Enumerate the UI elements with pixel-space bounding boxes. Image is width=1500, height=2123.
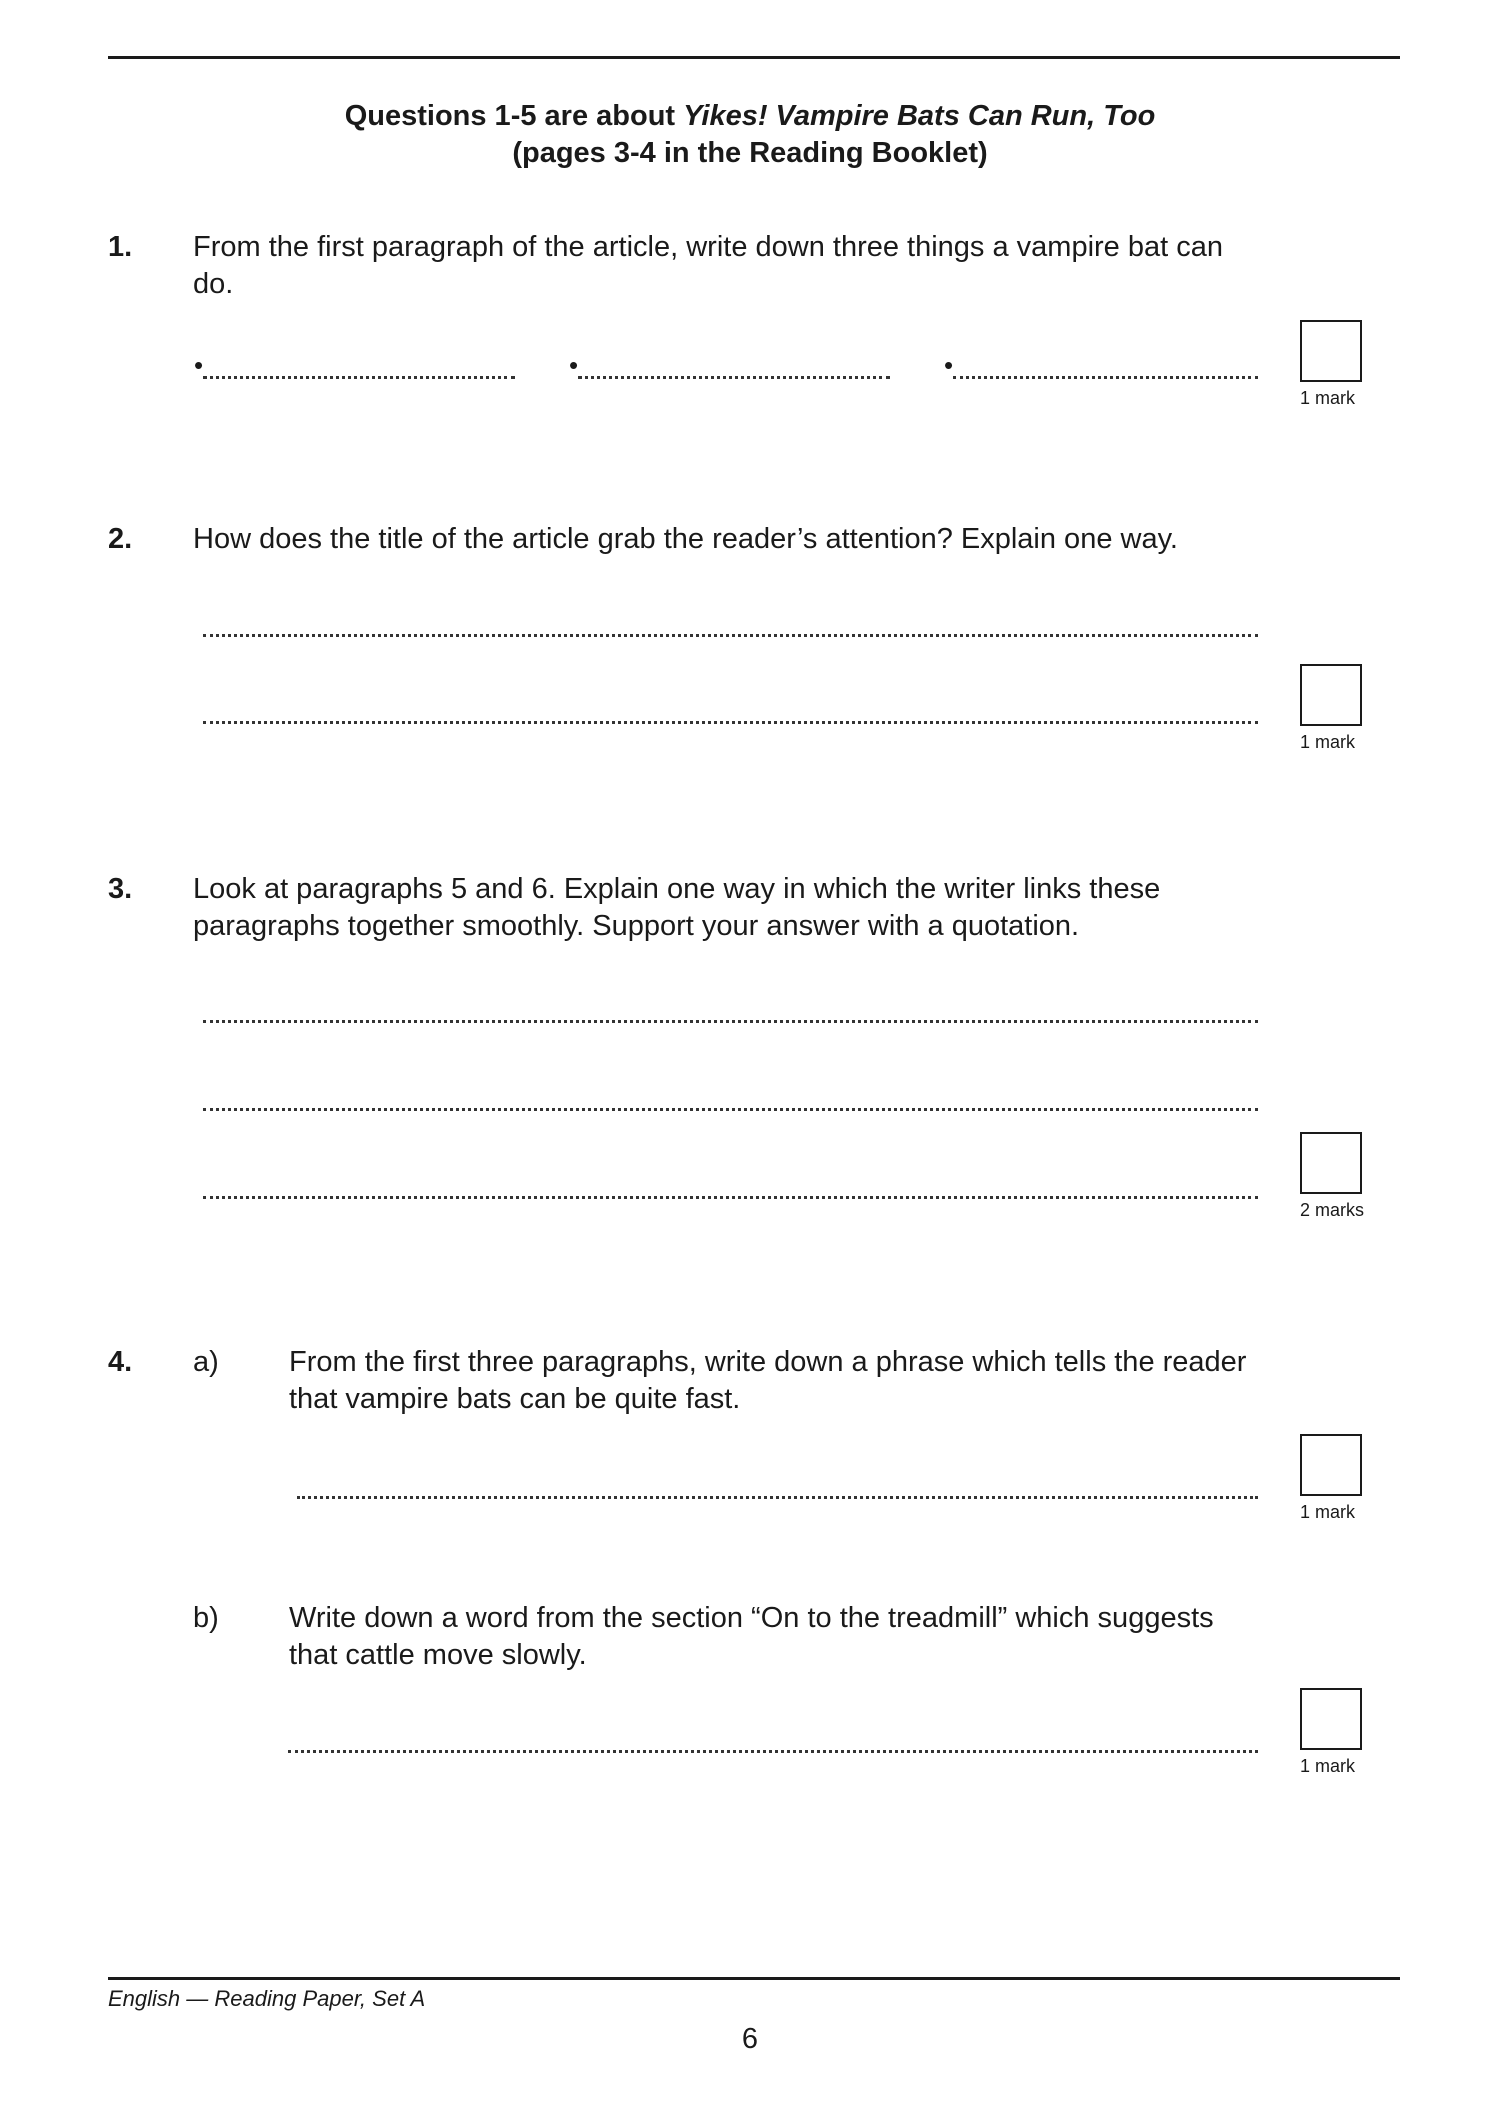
mark-label-q4a: 1 mark — [1300, 1502, 1356, 1522]
section-heading-prefix: Questions 1-5 are about — [344, 100, 684, 132]
section-heading — [0, 98, 1500, 135]
question-3-text: Look at paragraphs 5 and 6. Explain one way in which the writer links these paragraphs together smoothly. Support your answer with a quotation. — [193, 873, 1161, 942]
answer-line-q4b[interactable] — [288, 1750, 1258, 1753]
mark-box-q3[interactable] — [1300, 1132, 1362, 1194]
mark-box-q2[interactable] — [1300, 664, 1362, 726]
question-1-number: 1. — [108, 231, 133, 263]
answer-bullet: • — [569, 350, 579, 380]
answer-line-q3-2[interactable] — [203, 1108, 1258, 1111]
answer-line-q4a[interactable] — [297, 1496, 1258, 1499]
question-4b-label: b) — [193, 1602, 219, 1634]
answer-line-q3-3[interactable] — [203, 1196, 1258, 1199]
answer-bullet: • — [194, 350, 204, 380]
question-2-number: 2. — [108, 523, 133, 555]
page-number: 6 — [741, 2023, 759, 2055]
answer-line-q2-1[interactable] — [203, 634, 1258, 637]
question-4-number: 4. — [108, 1346, 133, 1378]
mark-label-q3: 2 marks — [1300, 1200, 1365, 1220]
answer-line-q1-1[interactable] — [203, 376, 515, 379]
bottom-rule — [108, 1977, 1400, 1980]
question-2-text: How does the title of the article grab the reader’s attention? Explain one way. — [193, 523, 1178, 555]
answer-line-q1-2[interactable] — [578, 376, 890, 379]
question-4b-text: Write down a word from the section “On to the treadmill” which suggests that cattle move slowly. — [289, 1602, 1214, 1671]
mark-label-q1: 1 mark — [1300, 388, 1356, 408]
top-rule — [108, 56, 1400, 59]
answer-line-q1-3[interactable] — [953, 376, 1258, 379]
question-4a-label: a) — [193, 1346, 219, 1378]
mark-label-q4b: 1 mark — [1300, 1756, 1356, 1776]
question-4a-text: From the first three paragraphs, write down a phrase which tells the reader that vampire bats can be quite fast. — [289, 1346, 1247, 1415]
answer-line-q3-1[interactable] — [203, 1020, 1258, 1023]
mark-box-q1[interactable] — [1300, 320, 1362, 382]
answer-bullet: • — [944, 350, 954, 380]
section-subheading: (pages 3-4 in the Reading Booklet) — [512, 137, 988, 169]
question-1-text: From the first paragraph of the article, write down three things a vampire bat can do. — [193, 231, 1223, 300]
mark-label-q2: 1 mark — [1300, 732, 1356, 752]
footer-paper-title: English — Reading Paper, Set A — [108, 1986, 426, 2011]
mark-box-q4a[interactable] — [1300, 1434, 1362, 1496]
answer-line-q2-2[interactable] — [203, 721, 1258, 724]
question-3-number: 3. — [108, 873, 133, 905]
article-title: Yikes! Vampire Bats Can Run, Too — [683, 100, 1156, 132]
mark-box-q4b[interactable] — [1300, 1688, 1362, 1750]
